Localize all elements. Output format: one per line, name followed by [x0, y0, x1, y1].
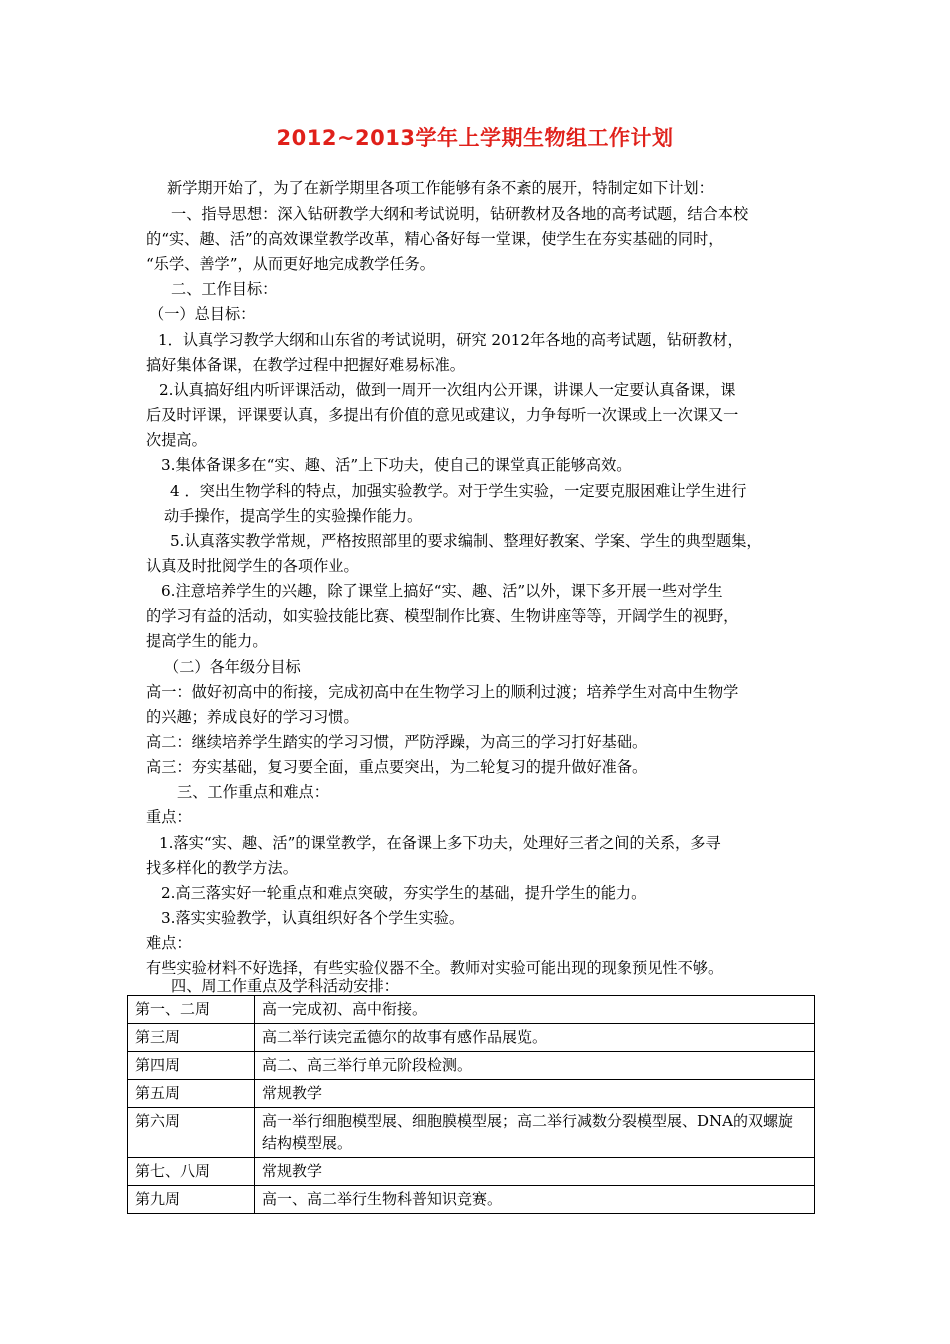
week-cell: 第三周 — [128, 1024, 255, 1052]
paragraph-line: 新学期开始了，为了在新学期里各项工作能够有条不紊的展开，特制定如下计划： — [167, 179, 714, 197]
activity-cell: 高一、高二举行生物科普知识竞赛。 — [255, 1186, 815, 1214]
paragraph-line: 认真及时批阅学生的各项作业。 — [146, 557, 359, 575]
activity-cell: 常规教学 — [255, 1080, 815, 1108]
paragraph-line: 动手操作，提高学生的实验操作能力。 — [164, 507, 423, 525]
paragraph-line: 高二：继续培养学生踏实的学习习惯，严防浮躁，为高三的学习打好基础。 — [146, 733, 648, 751]
paragraph-line: 2.高三落实好一轮重点和难点突破，夯实学生的基础，提升学生的能力。 — [161, 884, 647, 902]
paragraph-line: 1.落实“实、趣、活”的课堂教学，在备课上多下功夫，处理好三者之间的关系，多寻 — [159, 834, 721, 852]
week-cell: 第四周 — [128, 1052, 255, 1080]
section-heading: 二、工作目标： — [171, 280, 278, 298]
paragraph-line: 高三：夯实基础，复习要全面，重点要突出，为二轮复习的提升做好准备。 — [146, 758, 648, 776]
table-row — [128, 1052, 815, 1080]
paragraph-line: 的“实、趣、活”的高效课堂教学改革，精心备好每一堂课，使学生在夯实基础的同时， — [146, 230, 724, 248]
activity-cell: 常规教学 — [255, 1158, 815, 1186]
paragraph-line: 的学习有益的活动，如实验技能比赛、模型制作比赛、生物讲座等等，开阔学生的视野， — [146, 607, 739, 625]
activity-cell: 高一举行细胞模型展、细胞膜模型展；高二举行减数分裂模型展、DNA的双螺旋结构模型展。 — [255, 1108, 815, 1158]
paragraph-line: 2.认真搞好组内听评课活动，做到一周开一次组内公开课，讲课人一定要认真备课，课 — [159, 381, 736, 399]
table-row — [128, 1186, 815, 1214]
paragraph-line: “乐学、善学”，从而更好地完成教学任务。 — [146, 255, 435, 273]
weekly-schedule-table — [127, 995, 815, 1214]
section-heading: （一）总目标： — [149, 305, 256, 323]
paragraph-line: 4 ．突出生物学科的特点，加强实验教学。对于学生实验，一定要克服困难让学生进行 — [170, 482, 747, 500]
table-row — [128, 1080, 815, 1108]
section-heading: 难点： — [146, 934, 192, 952]
paragraph-line: 3.落实实验教学，认真组织好各个学生实验。 — [161, 909, 465, 927]
week-cell: 第一、二周 — [128, 996, 255, 1024]
section-heading: （二）各年级分目标 — [164, 658, 301, 676]
section-heading: 三、工作重点和难点： — [177, 783, 329, 801]
table-row — [128, 1158, 815, 1186]
week-cell: 第六周 — [128, 1108, 255, 1158]
paragraph-line: 5.认真落实教学常规，严格按照部里的要求编制、整理好教案、学案、学生的典型题集， — [170, 532, 762, 550]
paragraph-line: 一、指导思想：深入钻研教学大纲和考试说明，钻研教材及各地的高考试题，结合本校 — [171, 205, 749, 223]
activity-cell: 高一完成初、高中衔接。 — [255, 996, 815, 1024]
paragraph-line: 的兴趣；养成良好的学习习惯。 — [146, 708, 359, 726]
week-cell: 第七、八周 — [128, 1158, 255, 1186]
table-row — [128, 1108, 815, 1158]
paragraph-line: 找多样化的教学方法。 — [146, 859, 298, 877]
section-heading: 重点： — [146, 808, 192, 826]
activity-cell: 高二、高三举行单元阶段检测。 — [255, 1052, 815, 1080]
paragraph-line: 6.注意培养学生的兴趣，除了课堂上搞好“实、趣、活”以外，课下多开展一些对学生 — [161, 582, 723, 600]
table-row — [128, 1024, 815, 1052]
paragraph-line: 3.集体备课多在“实、趣、活”上下功夫，使自己的课堂真正能够高效。 — [161, 456, 632, 474]
paragraph-line: 1．认真学习教学大纲和山东省的考试说明，研究 2012年各地的高考试题，钻研教材， — [158, 331, 743, 349]
week-cell: 第五周 — [128, 1080, 255, 1108]
paragraph-line: 有些实验材料不好选择，有些实验仪器不全。教师对实验可能出现的现象预见性不够。 — [146, 959, 724, 977]
section-heading: 四、周工作重点及学科活动安排： — [171, 977, 399, 995]
paragraph-line: 高一：做好初高中的衔接，完成初高中在生物学习上的顺利过渡；培养学生对高中生物学 — [146, 683, 739, 701]
table-row — [128, 996, 815, 1024]
activity-cell: 高二举行读完孟德尔的故事有感作品展览。 — [255, 1024, 815, 1052]
paragraph-line: 次提高。 — [146, 431, 207, 449]
paragraph-line: 搞好集体备课，在教学过程中把握好难易标准。 — [146, 356, 465, 374]
paragraph-line: 提高学生的能力。 — [146, 632, 268, 650]
page-title: 2012~2013学年上学期生物组工作计划 — [276, 126, 674, 150]
paragraph-line: 后及时评课，评课要认真，多提出有价值的意见或建议，力争每听一次课或上一次课又一 — [146, 406, 739, 424]
week-cell: 第九周 — [128, 1186, 255, 1214]
